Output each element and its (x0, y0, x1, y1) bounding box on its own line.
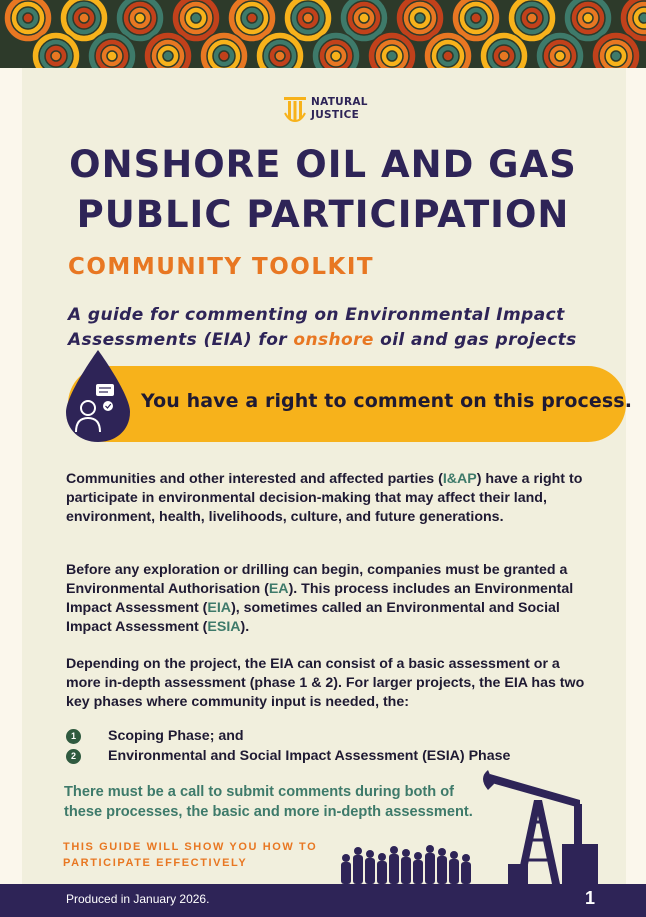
number-badge: 1 (66, 729, 81, 744)
call-to-comment-text: There must be a call to submit comments during both of these processes, the basic and more in-depth assessment. (64, 784, 473, 820)
p2-text-e: ), sometimes called an Environmental and Social Impact Assessment ( (66, 600, 560, 635)
pattern-motif (499, 51, 509, 61)
pattern-motif (135, 13, 145, 23)
pattern-motif (443, 51, 453, 61)
p1-highlight-iap: I&AP (442, 471, 477, 487)
pattern-motif (107, 51, 117, 61)
p2-text-a: Before any exploration or drilling can begin, companies must be granted a Environmental Authorisation ( (66, 562, 568, 597)
paragraph-rights (66, 470, 586, 527)
title-line-2: PUBLIC PARTICIPATION (76, 193, 570, 236)
pattern-motif (191, 13, 201, 23)
person-silhouette-head (342, 854, 350, 862)
person-silhouette-head (390, 846, 398, 854)
title-line-1: ONSHORE OIL AND GAS (69, 143, 577, 186)
person-silhouette-head (414, 852, 422, 860)
pattern-motif (527, 13, 537, 23)
logo-text (311, 96, 371, 122)
person-silhouette-body (365, 858, 375, 884)
phase-label: Environmental and Social Impact Assessment (ESIA) Phase (108, 748, 511, 764)
pattern-motif (387, 51, 397, 61)
banner-text: You have a right to comment on this process. (141, 390, 633, 412)
p2-highlight-eia: EIA (207, 600, 232, 616)
pattern-motif (247, 13, 257, 23)
produced-date: Produced in January 2026. (66, 892, 210, 906)
pattern-motif (23, 13, 33, 23)
p2-text-c: ). This process includes an Environmental Impact Assessment ( (66, 581, 574, 616)
pattern-motif (331, 51, 341, 61)
comment-person-icon (58, 346, 138, 446)
p1-text-c: ) have a right to participate in environmental decision-making that may affect their land, environment, health, livelihoods, culture, and future generations. (66, 471, 583, 525)
person-silhouette-body (437, 856, 447, 884)
person-silhouette-body (389, 854, 399, 884)
page-footer (0, 884, 646, 917)
page-number: 1 (585, 888, 596, 908)
page-title (0, 140, 646, 240)
person-silhouette-body (341, 862, 351, 884)
person-silhouette-body (425, 853, 435, 884)
pattern-motif (219, 51, 229, 61)
person-silhouette-head (378, 853, 386, 861)
person-silhouette-head (426, 845, 434, 853)
person-silhouette-head (462, 854, 470, 862)
oil-rig-community-illustration (338, 760, 608, 884)
pattern-motif (639, 13, 646, 23)
pattern-motif (555, 51, 565, 61)
logo-label: NATURAL JUSTICE (311, 96, 368, 121)
pattern-motif (163, 51, 173, 61)
p2-text-g: ). (240, 619, 250, 635)
pattern-motif (275, 51, 285, 61)
p2-highlight-esia: ESIA (207, 619, 241, 635)
page-subtitle: COMMUNITY TOOLKIT (68, 254, 375, 280)
decorative-pattern-header (0, 0, 646, 68)
guide-description (68, 303, 628, 353)
pattern-motif (51, 51, 61, 61)
paragraph-authorisation (66, 561, 586, 637)
person-silhouette-head (402, 849, 410, 857)
number-badge: 2 (66, 749, 81, 764)
paragraph-phases-intro: Depending on the project, the EIA can consist of a basic assessment or a more in-depth assessment (phase 1 & 2). For larger projects, the EIA has two key phases where community input is needed, the: (66, 656, 585, 710)
phase-label: Scoping Phase; and (108, 728, 244, 744)
person-silhouette-head (366, 850, 374, 858)
person-silhouette-body (461, 862, 471, 884)
person-silhouette-body (401, 857, 411, 884)
pattern-motif (471, 13, 481, 23)
p2-highlight-ea: EA (268, 581, 289, 597)
pattern-motif (611, 51, 621, 61)
person-silhouette-body (377, 861, 387, 884)
pattern-motif (415, 13, 425, 23)
person-silhouette-body (413, 860, 423, 884)
p1-text-a: Communities and other interested and affected parties ( (66, 471, 443, 487)
guide-cta-text: THIS GUIDE WILL SHOW YOU HOW TO PARTICIPATE EFFECTIVELY (63, 841, 318, 869)
pattern-motif (79, 13, 89, 23)
pattern-motif (359, 13, 369, 23)
person-silhouette-head (354, 847, 362, 855)
pattern-motif (583, 13, 593, 23)
pattern-motif (303, 13, 313, 23)
guide-text-part1: A guide for commenting on Environmental Impact Assessments (EIA) for (68, 305, 565, 350)
person-silhouette-head (438, 848, 446, 856)
guide-text-part2: oil and gas projects (373, 330, 577, 350)
person-silhouette-body (353, 855, 363, 884)
guide-accent-word: onshore (293, 330, 374, 350)
person-silhouette-body (449, 859, 459, 884)
person-silhouette-head (450, 851, 458, 859)
